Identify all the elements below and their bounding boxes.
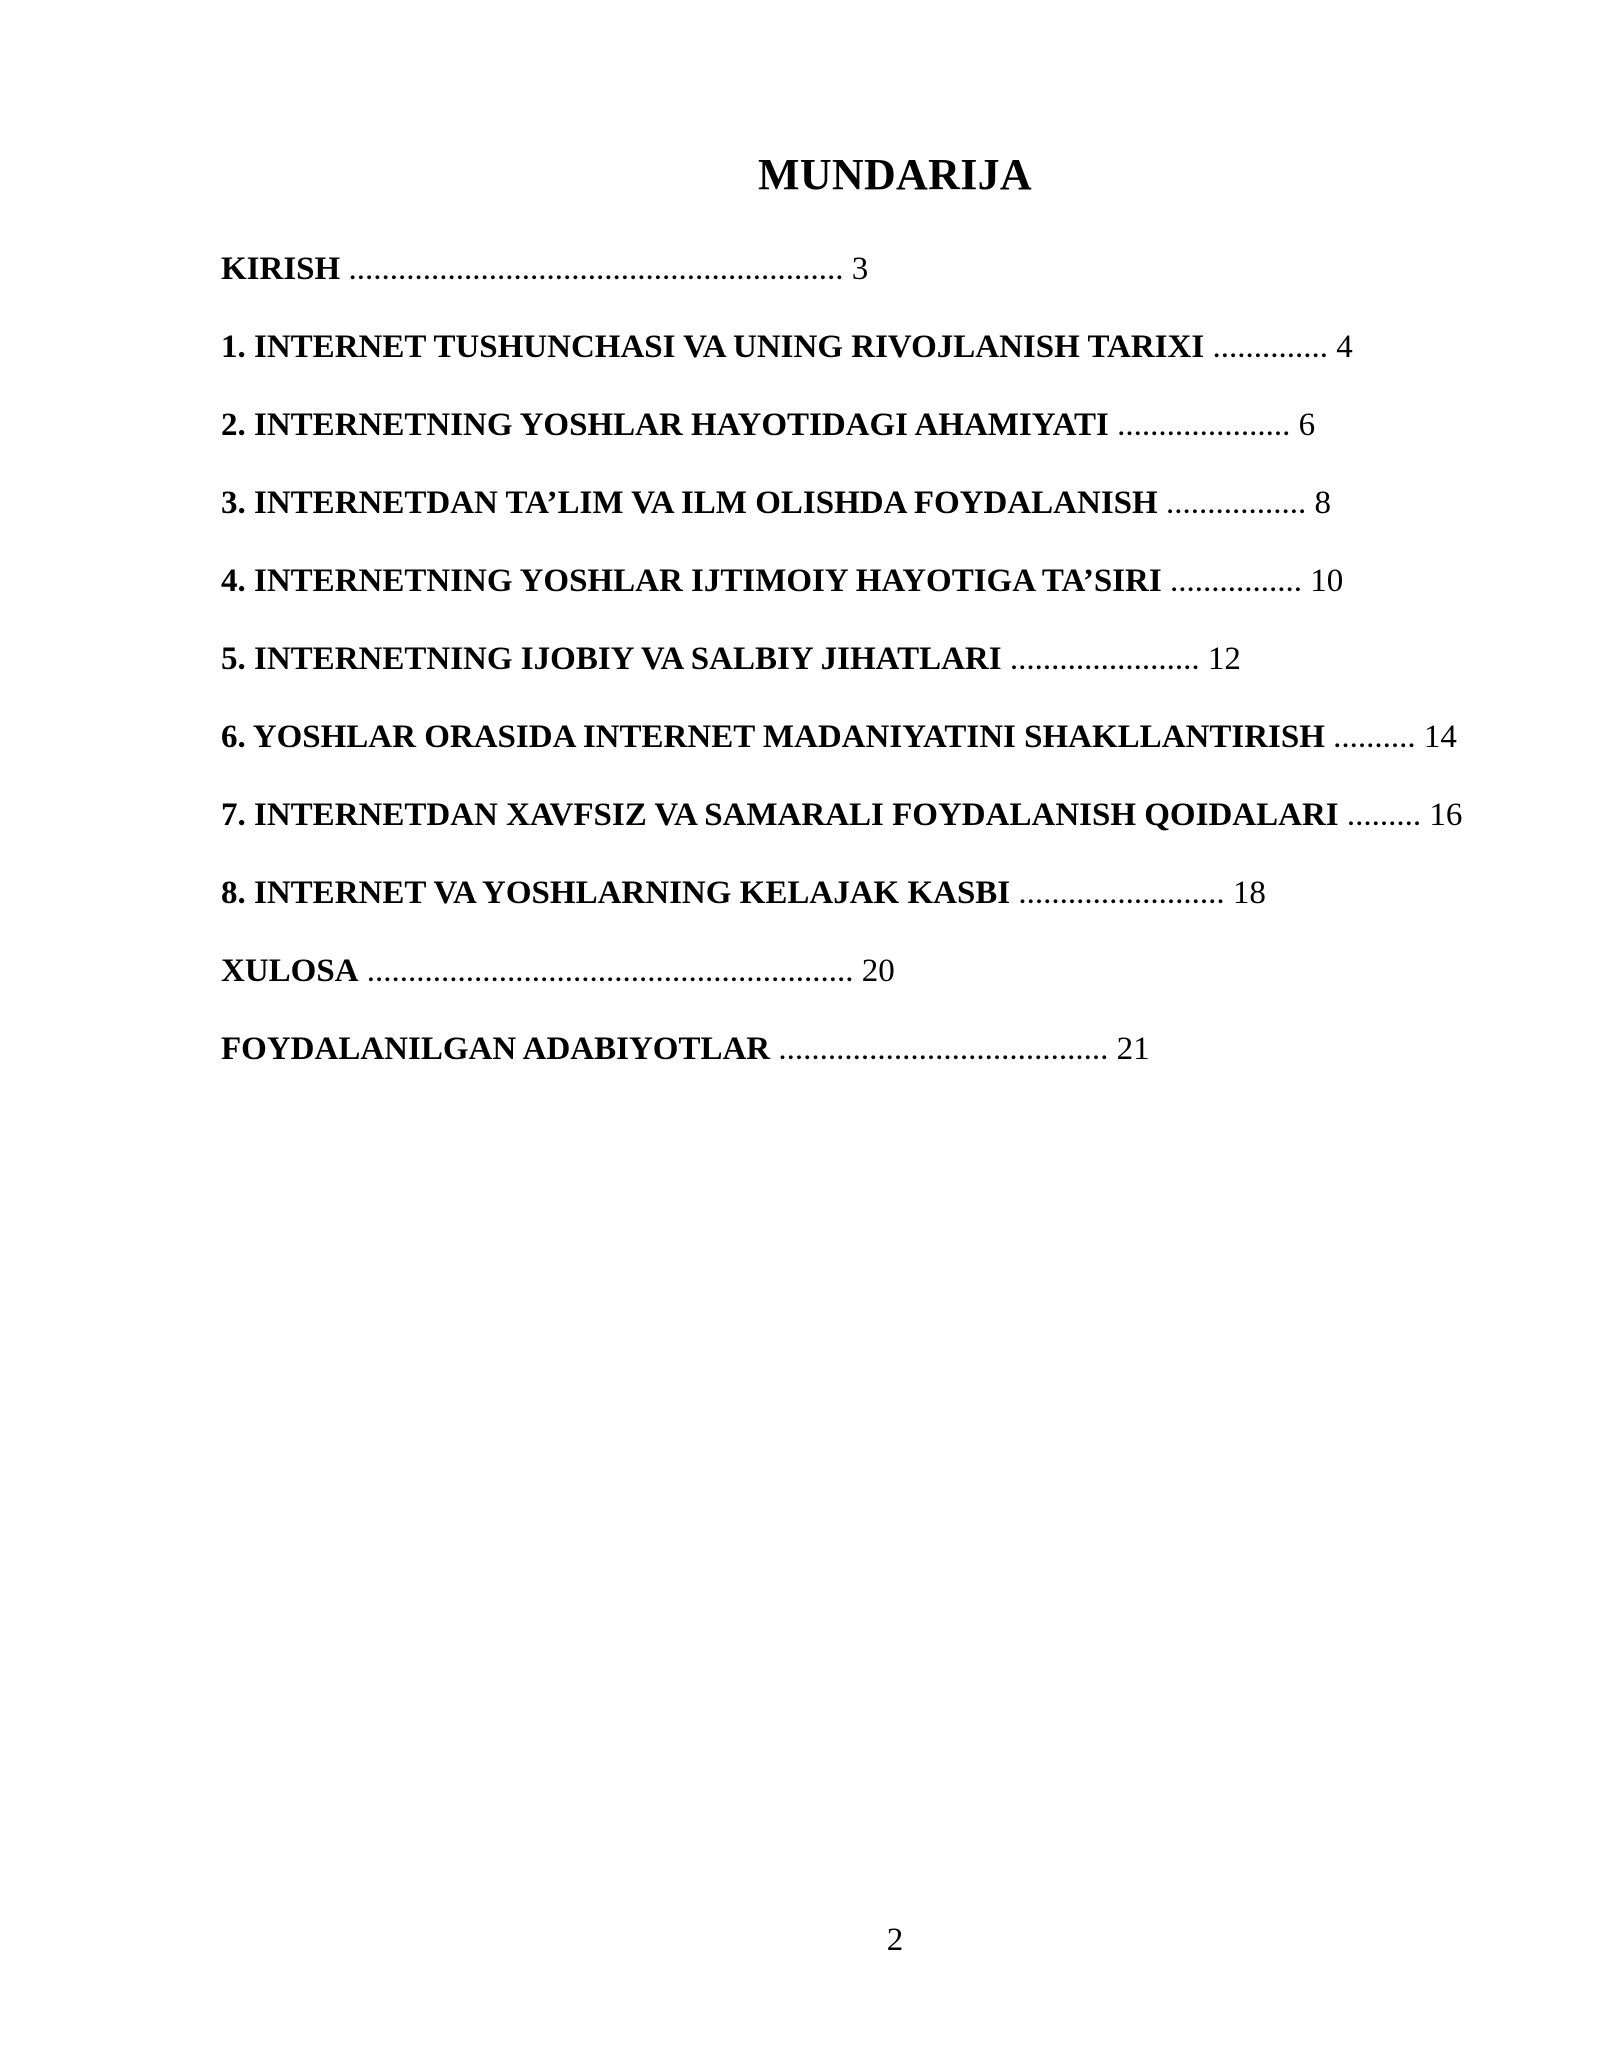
toc-entry-label: 6. YOSHLAR ORASIDA INTERNET MADANIYATINI SHAKLLANTIRISH bbox=[221, 719, 1325, 755]
toc-entry-xulosa bbox=[221, 940, 1471, 1003]
toc-entry-adabiyotlar bbox=[221, 1018, 1471, 1081]
toc-entry-label: 5. INTERNETNING IJOBIY VA SALBIY JIHATLARI bbox=[221, 641, 1002, 677]
toc-page-number: 18 bbox=[1232, 875, 1266, 911]
toc-leader-dots: ......... bbox=[1346, 797, 1422, 833]
toc-entry-7 bbox=[221, 784, 1471, 847]
toc-entry-label: 8. INTERNET VA YOSHLARNING KELAJAK KASBI bbox=[221, 875, 1011, 911]
page-footer-number: 2 bbox=[886, 1922, 904, 1958]
toc-page-number: 16 bbox=[1429, 797, 1463, 833]
toc-entry-1 bbox=[221, 316, 1471, 379]
toc-entry-label: FOYDALANILGAN ADABIYOTLAR bbox=[221, 1031, 771, 1067]
toc-leader-dots: ................. bbox=[1165, 485, 1307, 521]
toc-entry-8 bbox=[221, 862, 1471, 925]
table-of-contents bbox=[221, 238, 1471, 1096]
toc-entry-kirish bbox=[221, 238, 1471, 301]
toc-page-number: 14 bbox=[1423, 719, 1457, 755]
toc-page-number: 8 bbox=[1314, 485, 1331, 521]
toc-page-number: 6 bbox=[1298, 407, 1316, 443]
toc-entry-label: 2. INTERNETNING YOSHLAR HAYOTIDAGI AHAMIYATI bbox=[221, 407, 1109, 443]
toc-leader-dots: ........................................................... bbox=[366, 953, 854, 989]
toc-entry-2 bbox=[221, 394, 1471, 457]
toc-page-number: 21 bbox=[1116, 1031, 1150, 1067]
toc-leader-dots: ......................... bbox=[1018, 875, 1225, 911]
toc-entry-label: XULOSA bbox=[221, 953, 359, 989]
page-title: MUNDARIJA bbox=[757, 150, 1032, 199]
toc-page-number: 10 bbox=[1310, 563, 1344, 599]
toc-leader-dots: ..................... bbox=[1117, 407, 1291, 443]
toc-leader-dots: .............. bbox=[1212, 329, 1328, 365]
toc-leader-dots: ........................................ bbox=[778, 1031, 1109, 1067]
toc-entry-label: 4. INTERNETNING YOSHLAR IJTIMOIY HAYOTIGA TA’SIRI bbox=[221, 563, 1162, 599]
toc-page-number: 3 bbox=[851, 251, 869, 287]
toc-leader-dots: ................ bbox=[1169, 563, 1302, 599]
toc-leader-dots: ....................... bbox=[1009, 641, 1200, 677]
toc-entry-3 bbox=[221, 472, 1471, 535]
toc-entry-6 bbox=[221, 706, 1471, 769]
toc-page-number: 4 bbox=[1336, 329, 1353, 365]
toc-entry-5 bbox=[221, 628, 1471, 691]
toc-page-number: 12 bbox=[1207, 641, 1241, 677]
toc-page-number: 20 bbox=[861, 953, 895, 989]
toc-entry-label: 3. INTERNETDAN TA’LIM VA ILM OLISHDA FOYDALANISH bbox=[221, 485, 1158, 521]
toc-leader-dots: ............................................................ bbox=[348, 251, 844, 287]
toc-entry-label: 7. INTERNETDAN XAVFSIZ VA SAMARALI FOYDALANISH QOIDALARI bbox=[221, 797, 1339, 833]
toc-entry-label: 1. INTERNET TUSHUNCHASI VA UNING RIVOJLANISH TARIXI bbox=[221, 329, 1205, 365]
toc-leader-dots: .......... bbox=[1333, 719, 1416, 755]
toc-entry-label: KIRISH bbox=[221, 251, 341, 287]
toc-entry-4 bbox=[221, 550, 1471, 613]
